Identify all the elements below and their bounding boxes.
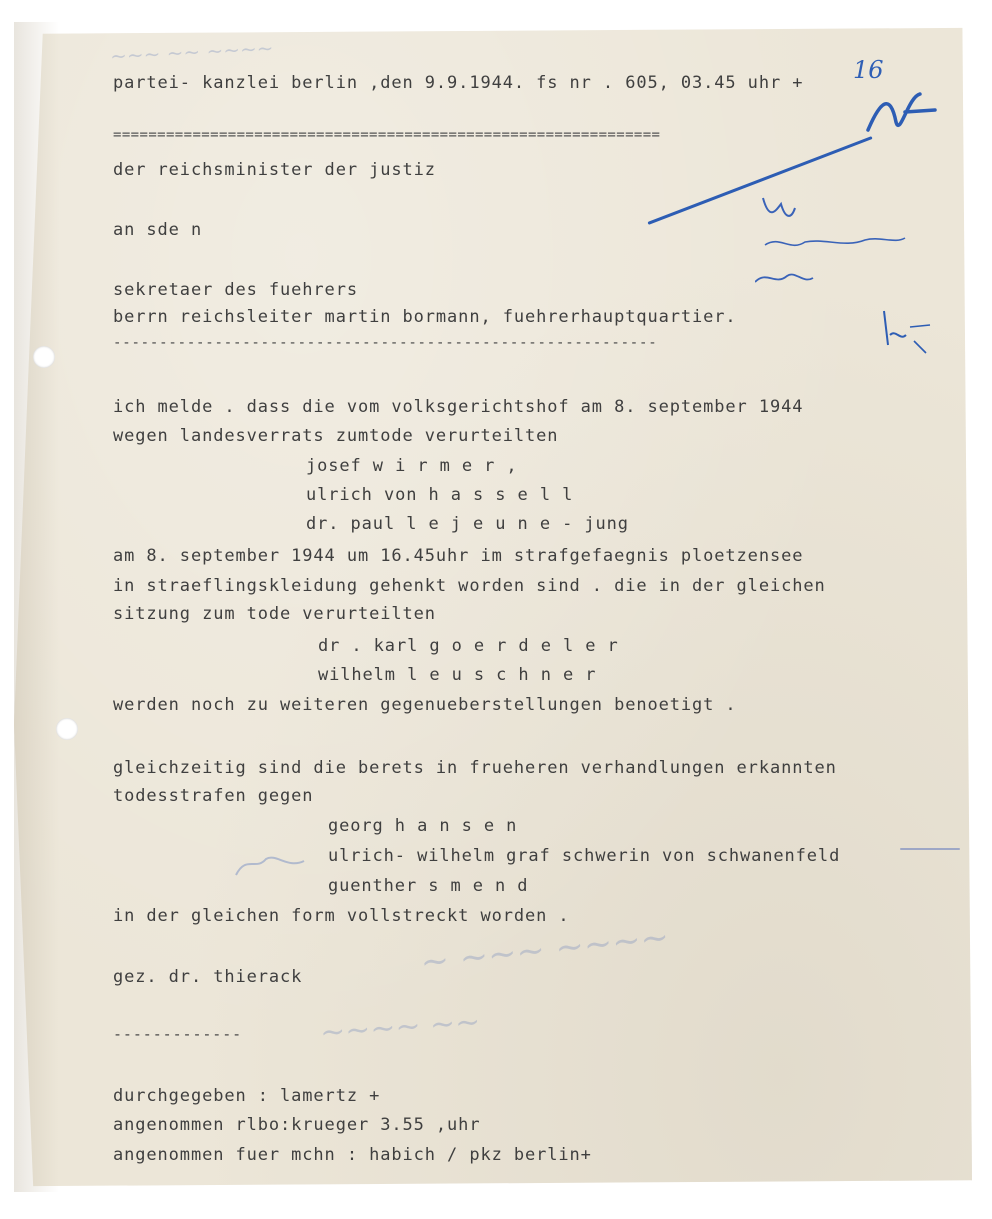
to-line: an sde n	[113, 220, 203, 240]
recipient-line-2: berrn reichsleiter martin bormann, fuehrerhauptquartier.	[113, 307, 737, 327]
handwritten-date-note	[878, 305, 938, 365]
recipient-line-1: sekretaer des fuehrers	[113, 280, 358, 300]
faded-stamp-mark: ~~~ ~~ ~~~~	[109, 35, 275, 69]
blue-pen-margin-dash	[900, 848, 960, 850]
body-p2-line2: in straeflingskleidung gehenkt worden sind . die in der gleichen	[113, 576, 826, 596]
paper-edge-shading	[14, 22, 59, 1192]
body-p5-line1: in der gleichen form vollstreckt worden .	[113, 906, 570, 926]
body-p4-line1: gleichzeitig sind die berets in frueheren verhandlungen erkannten	[113, 758, 837, 778]
handwritten-number: 16	[853, 56, 884, 84]
name-wirmer: josef w i r m e r ,	[306, 456, 518, 476]
transmission-line-2: angenommen rlbo:krueger 3.55 ,uhr	[113, 1115, 481, 1135]
transmission-line-3: angenommen fuer mchn : habich / pkz berlin+	[113, 1145, 592, 1165]
faint-handwritten-mark	[232, 845, 312, 885]
name-hansen: georg h a n s e n	[328, 816, 518, 836]
name-lejeune-jung: dr. paul l e j e u n e - jung	[306, 514, 629, 534]
name-hassell: ulrich von h a s s e l l	[306, 485, 574, 505]
transmission-line-1: durchgegeben : lamertz +	[113, 1086, 381, 1106]
bleed-through-scribble-2: ~~~~ ~~	[318, 1004, 482, 1051]
body-p1-line2: wegen landesverrats zumtode verurteilten	[113, 426, 559, 446]
body-p2-line3: sitzung zum tode verurteilten	[113, 604, 436, 624]
double-separator: ==============================================================	[113, 127, 661, 143]
name-smend: guenther s m e n d	[328, 876, 529, 896]
body-p4-line2: todesstrafen gegen	[113, 786, 314, 806]
body-p3-line1: werden noch zu weiteren gegenueberstellungen benoetigt .	[113, 695, 737, 715]
bleed-through-scribble: ~ ~~~ ~~~~	[418, 917, 671, 983]
name-goerdeler: dr . karl g o e r d e l e r	[318, 636, 619, 656]
closing-separator: -------------	[113, 1025, 243, 1043]
punch-hole-bottom	[56, 718, 78, 740]
name-schwerin: ulrich- wilhelm graf schwerin von schwanenfeld	[328, 846, 841, 866]
body-p2-line1: am 8. september 1944 um 16.45uhr im strafgefaegnis ploetzensee	[113, 546, 804, 566]
header-line: partei- kanzlei berlin ,den 9.9.1944. fs nr . 605, 03.45 uhr +	[113, 73, 804, 93]
name-leuschner: wilhelm l e u s c h n e r	[318, 665, 597, 685]
sender-line: der reichsminister der justiz	[113, 160, 436, 180]
signature-line: gez. dr. thierack	[113, 967, 303, 987]
body-p1-line1: ich melde . dass die vom volksgerichtshof am 8. september 1944	[113, 397, 804, 417]
recipient-separator: -----------------------------------------------------------	[113, 335, 658, 351]
handwritten-initials-mark	[860, 82, 940, 142]
handwritten-marginal-notes	[755, 190, 915, 300]
punch-hole-top	[33, 346, 55, 368]
